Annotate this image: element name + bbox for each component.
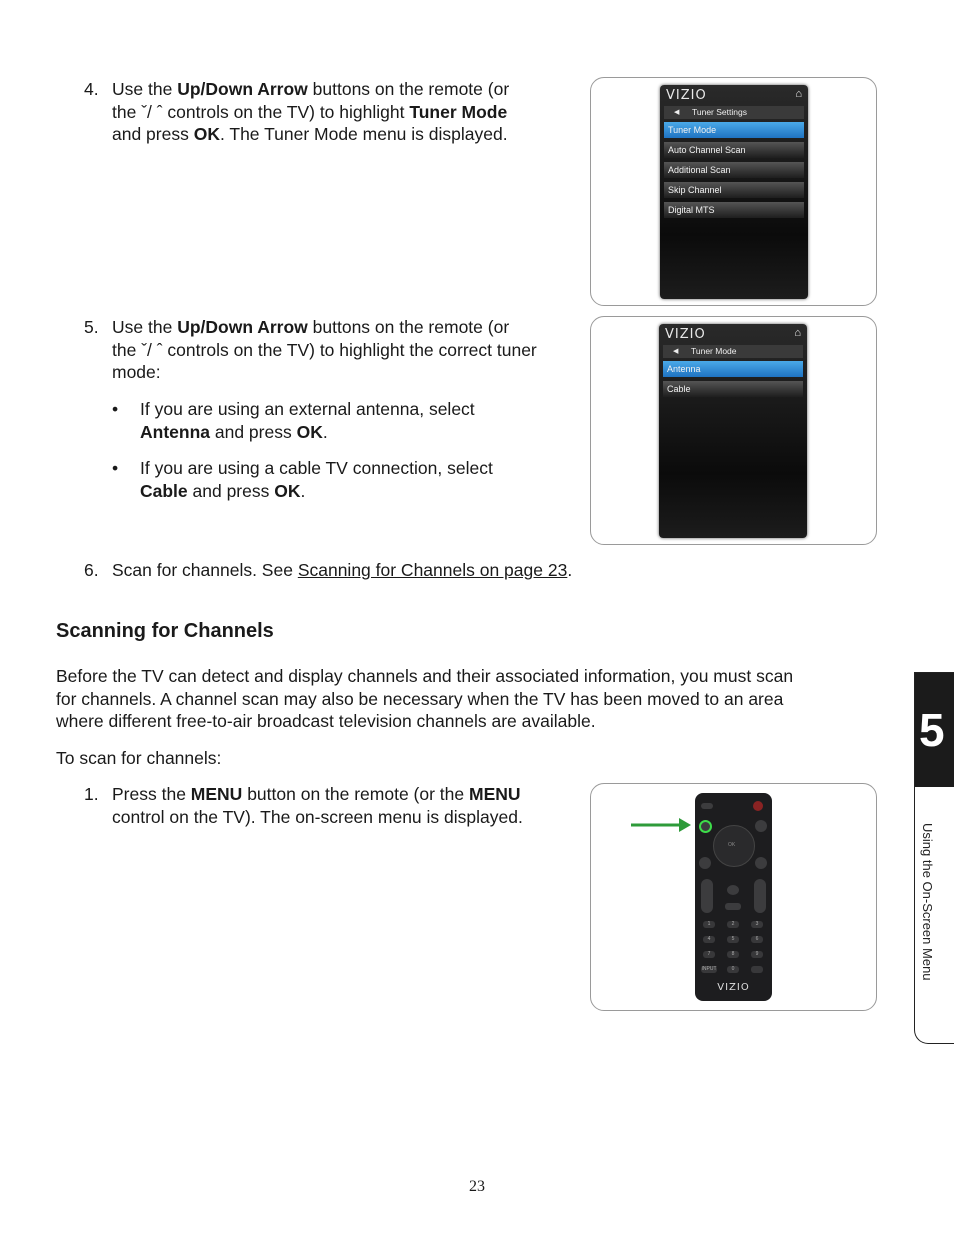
dpad-ok-label: OK	[728, 842, 736, 848]
text: Scan for channels. See	[112, 560, 298, 580]
step-number: 4.	[84, 79, 99, 99]
text: Use the	[112, 317, 178, 337]
last-button[interactable]	[725, 903, 741, 910]
key-1[interactable]: 1	[703, 921, 715, 928]
bold-term: Antenna	[140, 421, 210, 442]
bullet-dot: •	[112, 399, 119, 419]
home-icon: ⌂	[794, 327, 801, 339]
guide-button[interactable]	[699, 857, 711, 869]
chapter-tab	[914, 672, 954, 1044]
info-button[interactable]	[755, 857, 767, 869]
text: button on the remote (or the	[242, 784, 469, 804]
text: mode:	[112, 362, 161, 382]
page-number: 23	[469, 1178, 485, 1195]
screenshot-frame-tuner-settings	[590, 77, 877, 306]
key-5[interactable]: 5	[727, 936, 739, 943]
text: buttons on the remote (or	[307, 79, 510, 99]
text: the ˇ/ ˆ controls on the TV) to highlight the correct tuner	[112, 339, 537, 360]
mute-button[interactable]	[727, 885, 739, 895]
step-text	[112, 783, 523, 828]
step-number: 5.	[84, 317, 99, 337]
step-text	[112, 559, 572, 582]
power-button[interactable]	[753, 801, 763, 811]
back-arrow-icon: ◀	[673, 348, 679, 355]
back-button[interactable]	[755, 820, 767, 832]
text: buttons on the remote (or	[307, 317, 510, 337]
step-text	[112, 78, 509, 146]
text: for channels. A channel scan may also be necessary when the TV has been moved to an area	[56, 688, 784, 709]
remote-control	[695, 793, 772, 1001]
bold-term: OK	[274, 480, 301, 501]
vizio-logo: VIZIO	[666, 88, 707, 103]
menu-item-tuner-mode[interactable]: Tuner Mode	[664, 122, 804, 138]
text: and press	[187, 480, 275, 501]
breadcrumb-label: Tuner Mode	[691, 346, 737, 356]
screenshot-frame-remote	[590, 783, 877, 1011]
bold-term: Up/Down Arrow	[177, 317, 308, 337]
key-6[interactable]: 6	[751, 936, 763, 943]
bullet-dot: •	[112, 458, 119, 478]
text: the ˇ/ ˆ controls on the TV) to highlight	[112, 101, 410, 122]
bold-term: MENU	[190, 784, 243, 804]
menu-item-antenna[interactable]: Antenna	[663, 361, 803, 377]
volume-rocker[interactable]	[701, 879, 713, 913]
key-2[interactable]: 2	[727, 921, 739, 928]
bold-term: Cable	[140, 480, 188, 501]
text: Use the	[112, 79, 178, 99]
menu-item-auto-channel-scan[interactable]: Auto Channel Scan	[664, 142, 804, 158]
back-arrow-icon: ◀	[674, 109, 680, 116]
section-heading: Scanning for Channels	[56, 620, 274, 642]
bold-term: Up/Down Arrow	[177, 79, 308, 99]
text: Press the	[112, 784, 191, 804]
text: Before the TV can detect and display channels and their associated information, you must scan	[56, 666, 794, 686]
bold-term: MENU	[469, 784, 521, 804]
key-8[interactable]: 8	[727, 951, 739, 958]
menu-item-cable[interactable]: Cable	[663, 381, 803, 397]
chapter-block	[915, 673, 954, 787]
text: If you are using a cable TV connection, select	[140, 458, 493, 478]
text: .	[300, 480, 306, 501]
home-icon: ⌂	[795, 88, 802, 100]
top-left-button[interactable]	[701, 803, 713, 809]
breadcrumb-label: Tuner Settings	[692, 107, 747, 117]
scanning-for-channels-link[interactable]: Scanning for Channels on page 23	[297, 560, 568, 580]
key-0[interactable]: 0	[727, 966, 739, 973]
menu-breadcrumb	[663, 345, 803, 358]
text: and press	[210, 421, 297, 442]
step-number: 1.	[84, 784, 99, 804]
key-7[interactable]: 7	[703, 951, 715, 958]
bullet-text	[140, 457, 493, 502]
menu-button[interactable]	[699, 820, 712, 833]
vizio-logo: VIZIO	[665, 327, 706, 342]
text: . The Tuner Mode menu is displayed.	[219, 124, 508, 144]
text: .	[322, 421, 328, 442]
bullet-text	[140, 398, 475, 443]
intro-paragraph	[56, 665, 896, 733]
menu-breadcrumb	[664, 106, 804, 119]
screenshot-frame-tuner-mode	[590, 316, 877, 545]
tv-menu-screen	[660, 85, 808, 299]
vizio-logo: VIZIO	[717, 982, 750, 993]
to-scan-paragraph: To scan for channels:	[56, 748, 222, 768]
text: and press	[112, 124, 194, 144]
chapter-title: Using the On-Screen Menu	[920, 823, 935, 981]
text: control on the TV). The on-screen menu is displayed.	[112, 806, 523, 827]
key-9[interactable]: 9	[751, 951, 763, 958]
dash-key[interactable]	[751, 966, 763, 973]
menu-item-additional-scan[interactable]: Additional Scan	[664, 162, 804, 178]
menu-item-digital-mts[interactable]: Digital MTS	[664, 202, 804, 218]
text: If you are using an external antenna, select	[140, 399, 475, 419]
chapter-number: 5	[919, 704, 945, 756]
text: where different free-to-air broadcast television channels are available.	[56, 711, 596, 731]
menu-item-skip-channel[interactable]: Skip Channel	[664, 182, 804, 198]
step-text	[112, 316, 537, 384]
key-4[interactable]: 4	[703, 936, 715, 943]
tv-menu-screen	[659, 324, 807, 538]
step-number: 6.	[84, 560, 99, 580]
channel-rocker[interactable]	[754, 879, 766, 913]
bold-term: OK	[296, 421, 323, 442]
bold-term: OK	[193, 124, 220, 144]
text: .	[567, 560, 573, 580]
green-pointer-arrow-icon	[631, 817, 693, 833]
bold-term: Tuner Mode	[409, 101, 508, 122]
key-3[interactable]: 3	[751, 921, 763, 928]
input-key[interactable]: INPUT	[701, 966, 717, 972]
